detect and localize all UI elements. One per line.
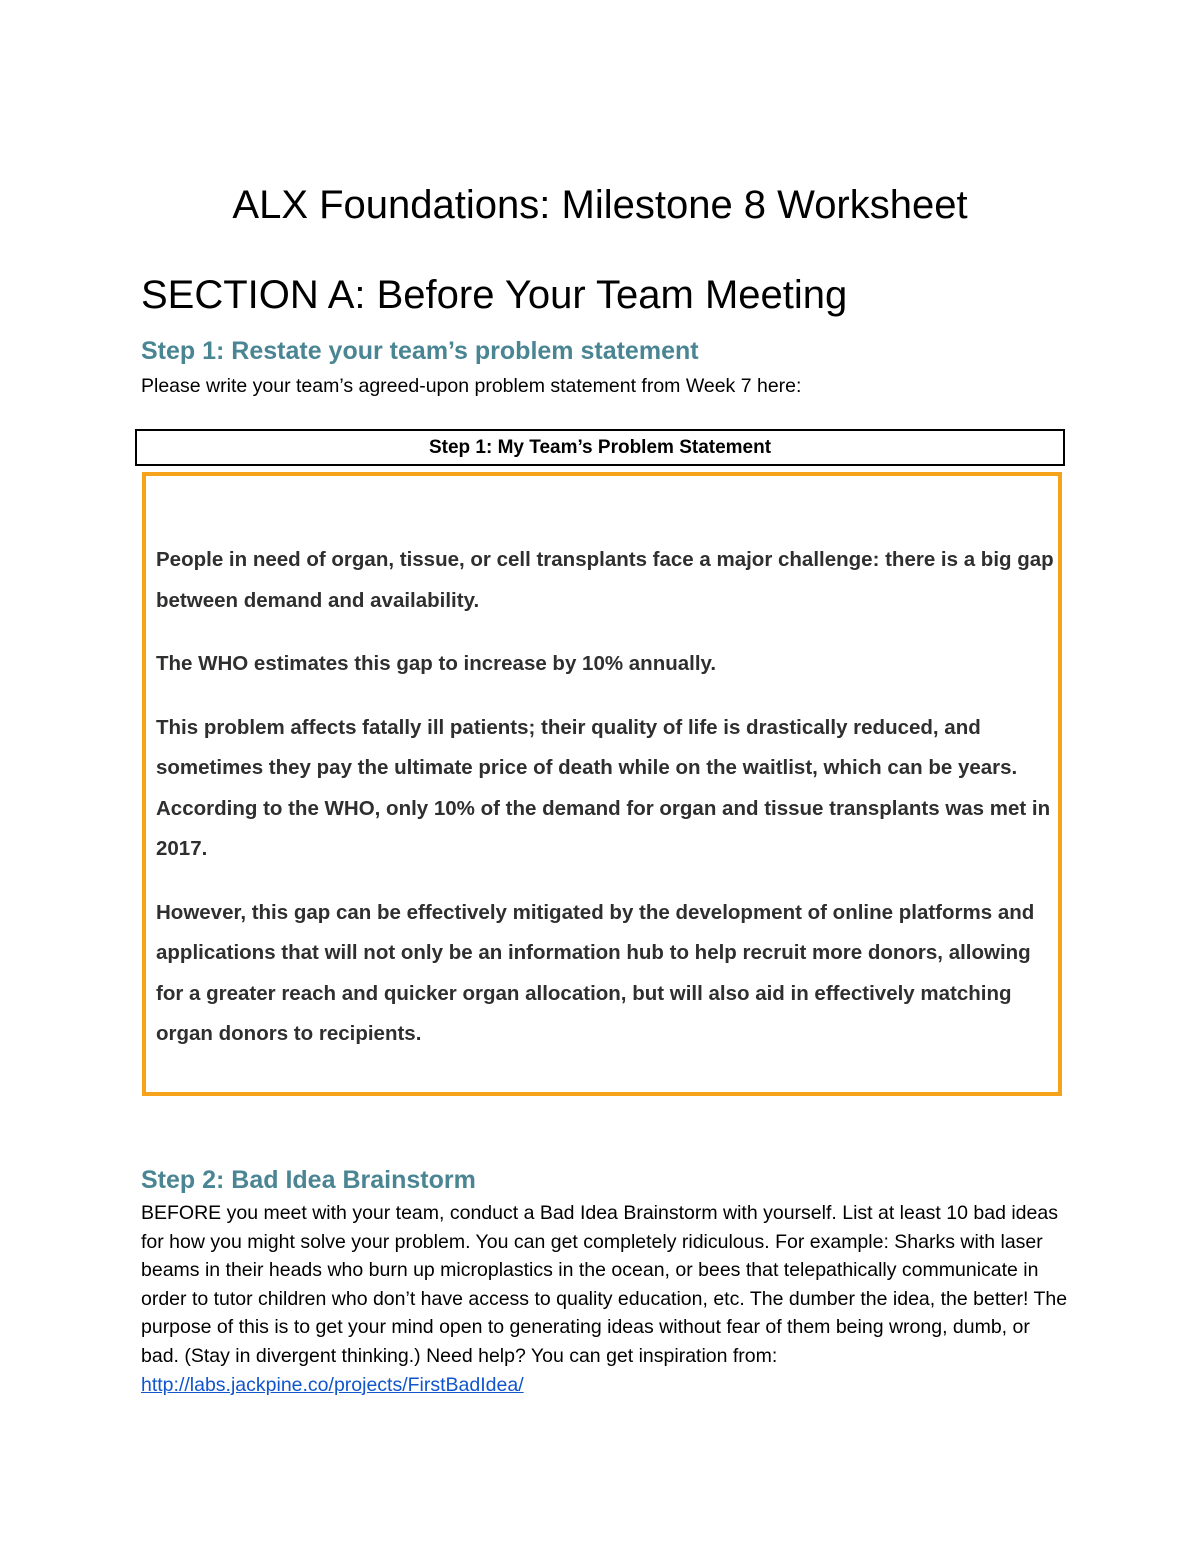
step1-instruction: Please write your team’s agreed-upon problem statement from Week 7 here: <box>141 375 802 397</box>
problem-statement-text <box>156 540 1054 1078</box>
statement-paragraph-1: People in need of organ, tissue, or cell transplants face a major challenge: there is a big gap between demand and availability. <box>156 548 1054 612</box>
first-bad-idea-link[interactable]: http://labs.jackpine.co/projects/FirstBadIdea/ <box>141 1373 524 1396</box>
statement-paragraph-3: This problem affects fatally ill patients; their quality of life is drastically reduced, and sometimes they pay the ultimate price of death while on the waitlist, which can be years. According to the WHO, only 10% of the demand for organ and tissue transplants was met in 2017. <box>156 715 1051 860</box>
document-title: ALX Foundations: Milestone 8 Worksheet <box>232 183 968 227</box>
statement-paragraph-2: The WHO estimates this gap to increase by 10% annually. <box>156 652 717 675</box>
problem-statement-table-header: Step 1: My Team’s Problem Statement <box>135 429 1065 466</box>
problem-statement-box[interactable] <box>142 472 1062 1096</box>
step1-heading: Step 1: Restate your team’s problem statement <box>141 337 699 365</box>
step2-heading: Step 2: Bad Idea Brainstorm <box>141 1166 476 1194</box>
step2-body-text: BEFORE you meet with your team, conduct a Bad Idea Brainstorm with yourself. List at least 10 bad ideas for how you might solve your problem. You can get completely ridiculous. For example: Sharks with laser beams in their heads who burn up microplastics in the ocean, or bees that telepathically communicate in order to tutor children who don’t have access to quality education, etc. The dumber the idea, the better! The purpose of this is to get your mind open to generating ideas without fear of them being wrong, dumb, or bad. (Stay in divergent thinking.) Need help? You can get inspiration from: <box>141 1202 1068 1367</box>
statement-paragraph-4: However, this gap can be effectively mitigated by the development of online platforms and applications that will not only be an information hub to help recruit more donors, allowing for a greater reach and quicker organ allocation, but will also aid in effectively matching organ donors to recipients. <box>156 900 1035 1045</box>
step2-body <box>141 1199 1071 1399</box>
section-a-heading: SECTION A: Before Your Team Meeting <box>141 273 848 317</box>
